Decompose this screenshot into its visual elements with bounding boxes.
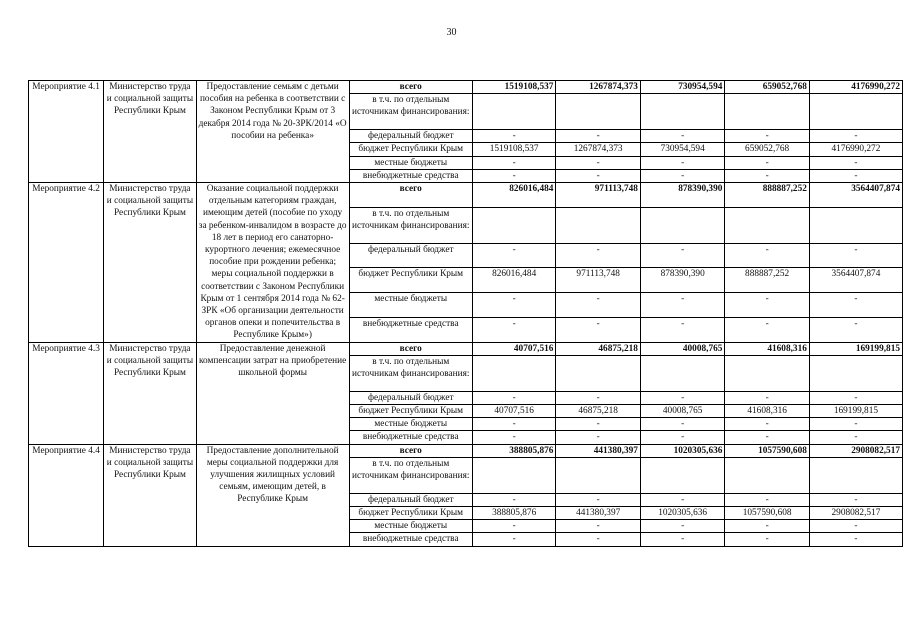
amount-cell: 40008,765 (640, 342, 724, 355)
amount-cell: - (556, 520, 640, 533)
amount-cell: 441380,397 (556, 507, 640, 520)
amount-cell (556, 207, 640, 243)
amount-cell: 730954,594 (640, 81, 724, 94)
amount-cell: - (556, 293, 640, 318)
amount-cell (472, 207, 556, 243)
funding-source: федеральный бюджет (349, 130, 472, 143)
amount-cell (725, 355, 809, 391)
amount-cell: 41608,316 (725, 342, 809, 355)
amount-cell: - (472, 418, 556, 431)
amount-cell: 730954,594 (640, 143, 724, 156)
funding-source: бюджет Республики Крым (349, 405, 472, 418)
amount-cell: - (472, 431, 556, 444)
amount-cell: 46875,218 (556, 342, 640, 355)
amount-cell: 2908082,517 (809, 507, 902, 520)
event-label: Мероприятие 4.3 (29, 342, 104, 444)
amount-cell: 441380,397 (556, 444, 640, 457)
funding-source: бюджет Республики Крым (349, 143, 472, 156)
amount-cell: - (640, 533, 724, 546)
page-number: 30 (446, 27, 457, 38)
event-label: Мероприятие 4.4 (29, 444, 104, 546)
amount-cell: - (725, 130, 809, 143)
event-description: Предоставление денежной компенсации затрат на приобретение школьной формы (196, 342, 349, 444)
funding-source: внебюджетные средства (349, 533, 472, 546)
responsible-organization: Министерство труда и социальной защиты Республики Крым (104, 444, 197, 546)
amount-cell: 1519108,537 (472, 143, 556, 156)
funding-source: в т.ч. по отдельным источникам финансирования: (349, 355, 472, 391)
table-row (29, 81, 903, 94)
amount-cell (640, 355, 724, 391)
amount-cell: - (472, 493, 556, 506)
amount-cell: - (640, 431, 724, 444)
amount-cell: - (472, 533, 556, 546)
amount-cell: - (640, 520, 724, 533)
amount-cell: - (556, 533, 640, 546)
funding-source: бюджет Республики Крым (349, 507, 472, 520)
table-row (29, 342, 903, 355)
amount-cell: 169199,815 (809, 342, 902, 355)
amount-cell: - (640, 317, 724, 342)
amount-cell: 169199,815 (809, 405, 902, 418)
amount-cell: - (725, 493, 809, 506)
funding-source: местные бюджеты (349, 418, 472, 431)
amount-cell (809, 207, 902, 243)
amount-cell (556, 94, 640, 130)
amount-cell: - (725, 293, 809, 318)
amount-cell: 888887,252 (725, 183, 809, 208)
amount-cell (640, 94, 724, 130)
amount-cell: - (725, 431, 809, 444)
responsible-organization: Министерство труда и социальной защиты Республики Крым (104, 183, 197, 343)
amount-cell: - (809, 418, 902, 431)
amount-cell: - (725, 317, 809, 342)
event-label: Мероприятие 4.1 (29, 81, 104, 183)
amount-cell: - (725, 169, 809, 182)
amount-cell: 1057590,608 (725, 444, 809, 457)
funding-source: местные бюджеты (349, 156, 472, 169)
amount-cell: 3564407,874 (809, 183, 902, 208)
amount-cell: - (809, 169, 902, 182)
funding-source: федеральный бюджет (349, 391, 472, 404)
funding-source: всего (349, 183, 472, 208)
amount-cell: 40008,765 (640, 405, 724, 418)
funding-source: местные бюджеты (349, 520, 472, 533)
amount-cell: 878390,390 (640, 268, 724, 293)
amount-cell: 659052,768 (725, 81, 809, 94)
amount-cell: 878390,390 (640, 183, 724, 208)
amount-cell: 1267874,373 (556, 143, 640, 156)
amount-cell (472, 457, 556, 493)
amount-cell: 2908082,517 (809, 444, 902, 457)
funding-source: внебюджетные средства (349, 169, 472, 182)
amount-cell (472, 355, 556, 391)
amount-cell: - (472, 156, 556, 169)
amount-cell: - (472, 520, 556, 533)
event-description: Предоставление дополнительной меры социальной поддержки для улучшения жилищных условий семьям, имеющим детей, в Республике Крым (196, 444, 349, 546)
amount-cell: - (809, 391, 902, 404)
amount-cell (472, 94, 556, 130)
amount-cell: 826016,484 (472, 183, 556, 208)
funding-source: внебюджетные средства (349, 431, 472, 444)
amount-cell: - (725, 520, 809, 533)
table-row (29, 444, 903, 457)
funding-source: местные бюджеты (349, 293, 472, 318)
funding-source: всего (349, 342, 472, 355)
program-events-table (28, 80, 903, 547)
amount-cell: - (809, 533, 902, 546)
amount-cell: 4176990,272 (809, 81, 902, 94)
amount-cell: - (809, 243, 902, 268)
amount-cell: - (556, 156, 640, 169)
funding-source: бюджет Республики Крым (349, 268, 472, 293)
amount-cell: 4176990,272 (809, 143, 902, 156)
funding-source: всего (349, 81, 472, 94)
amount-cell (640, 457, 724, 493)
responsible-organization: Министерство труда и социальной защиты Республики Крым (104, 342, 197, 444)
amount-cell: - (640, 293, 724, 318)
amount-cell: - (556, 317, 640, 342)
amount-cell: 971113,748 (556, 268, 640, 293)
funding-source: внебюджетные средства (349, 317, 472, 342)
amount-cell: - (640, 493, 724, 506)
amount-cell: 46875,218 (556, 405, 640, 418)
amount-cell: - (725, 243, 809, 268)
amount-cell: - (556, 391, 640, 404)
amount-cell: - (640, 391, 724, 404)
amount-cell: 41608,316 (725, 405, 809, 418)
funding-source: в т.ч. по отдельным источникам финансирования: (349, 94, 472, 130)
amount-cell: 1057590,608 (725, 507, 809, 520)
amount-cell: - (809, 156, 902, 169)
amount-cell (640, 207, 724, 243)
table-row (29, 183, 903, 208)
event-label: Мероприятие 4.2 (29, 183, 104, 343)
amount-cell: - (809, 520, 902, 533)
amount-cell (556, 355, 640, 391)
amount-cell: - (640, 169, 724, 182)
event-description: Оказание социальной поддержки отдельным категориям граждан, имеющим детей (пособие по уходу за ребенком-инвалидом в возрасте до 18 лет в период его санаторно-курортного лечения; ежемесячное пособие при рождении ребенка; меры социальной поддержки в соответствии с Законом Республики Крым от 1 сентября 2014 года № 62-ЗРК «Об организации деятельности органов опеки и попечительства в Республике Крым») (196, 183, 349, 343)
amount-cell: - (640, 156, 724, 169)
amount-cell: - (472, 317, 556, 342)
funding-source: в т.ч. по отдельным источникам финансирования: (349, 207, 472, 243)
responsible-organization: Министерство труда и социальной защиты Республики Крым (104, 81, 197, 183)
funding-source: в т.ч. по отдельным источникам финансирования: (349, 457, 472, 493)
event-description: Предоставление семьям с детьми пособия на ребенка в соответствии с Законом Республики Крым от 3 декабря 2014 года № 20-ЗРК/2014 «О пособии на ребенка» (196, 81, 349, 183)
amount-cell: 40707,516 (472, 405, 556, 418)
amount-cell: - (472, 169, 556, 182)
amount-cell: - (556, 493, 640, 506)
amount-cell: - (556, 130, 640, 143)
amount-cell: 3564407,874 (809, 268, 902, 293)
amount-cell: - (472, 391, 556, 404)
amount-cell: 388805,876 (472, 444, 556, 457)
amount-cell: - (809, 431, 902, 444)
amount-cell: - (725, 156, 809, 169)
amount-cell: - (809, 130, 902, 143)
amount-cell: 1020305,636 (640, 507, 724, 520)
amount-cell (556, 457, 640, 493)
amount-cell (809, 457, 902, 493)
amount-cell: 826016,484 (472, 268, 556, 293)
amount-cell: 888887,252 (725, 268, 809, 293)
amount-cell: 1020305,636 (640, 444, 724, 457)
amount-cell: - (725, 533, 809, 546)
amount-cell: - (640, 418, 724, 431)
amount-cell: 971113,748 (556, 183, 640, 208)
amount-cell: 388805,876 (472, 507, 556, 520)
amount-cell: - (472, 243, 556, 268)
amount-cell: - (809, 493, 902, 506)
amount-cell: - (556, 431, 640, 444)
amount-cell: - (556, 243, 640, 268)
amount-cell: 1267874,373 (556, 81, 640, 94)
amount-cell: 40707,516 (472, 342, 556, 355)
amount-cell (725, 207, 809, 243)
amount-cell: 659052,768 (725, 143, 809, 156)
funding-source: федеральный бюджет (349, 493, 472, 506)
amount-cell: - (556, 169, 640, 182)
amount-cell: - (809, 317, 902, 342)
amount-cell: - (725, 418, 809, 431)
amount-cell: - (640, 130, 724, 143)
amount-cell (725, 94, 809, 130)
amount-cell (725, 457, 809, 493)
amount-cell: - (556, 418, 640, 431)
amount-cell: - (472, 293, 556, 318)
amount-cell (809, 94, 902, 130)
funding-source: федеральный бюджет (349, 243, 472, 268)
amount-cell (809, 355, 902, 391)
amount-cell: - (472, 130, 556, 143)
amount-cell: - (809, 293, 902, 318)
amount-cell: - (640, 243, 724, 268)
amount-cell: - (725, 391, 809, 404)
funding-source: всего (349, 444, 472, 457)
amount-cell: 1519108,537 (472, 81, 556, 94)
